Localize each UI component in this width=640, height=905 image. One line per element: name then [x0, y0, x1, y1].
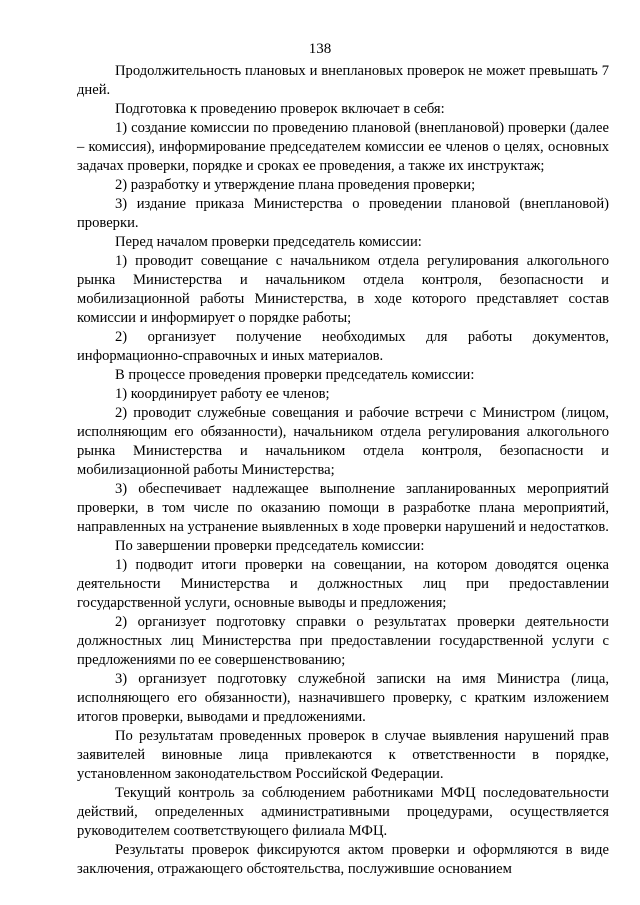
paragraph: Текущий контроль за соблюдением работниками МФЦ последовательности действий, определенных административными процедурами, осуществляется руководителем соответствующего филиала МФЦ. — [77, 785, 609, 839]
list-item: 1) подводит итоги проверки на совещании, на котором доводятся оценка деятельности Министерства и должностных лиц при предоставлении государственной услуги, основные выводы и предложения; — [77, 557, 609, 611]
page-number: 138 — [308, 41, 332, 57]
paragraph: Перед началом проверки председатель комиссии: — [115, 234, 422, 250]
paragraph: По завершении проверки председатель комиссии: — [115, 538, 425, 554]
paragraph: Подготовка к проведению проверок включает в себя: — [115, 101, 445, 117]
document-body — [77, 62, 609, 879]
paragraph: Результаты проверок фиксируются актом проверки и оформляются в виде заключения, отражающего обстоятельства, послужившие основанием — [77, 842, 609, 877]
paragraph: Продолжительность плановых и внеплановых проверок не может превышать 7 дней. — [77, 63, 609, 98]
list-item: 2) организует получение необходимых для работы документов, информационно-справочных и иных материалов. — [77, 329, 609, 364]
list-item: 1) создание комиссии по проведению плановой (внеплановой) проверки (далее – комиссия), информирование председателем комиссии ее членов о целях, основных задачах проверки, порядке и сроках ее проведения, а также их инструктаж; — [77, 120, 609, 174]
list-item: 2) организует подготовку справки о результатах проверки деятельности должностных лиц Министерства при предоставлении государственной услуги с предложениями по ее совершенствованию; — [77, 614, 609, 668]
list-item: 1) координирует работу ее членов; — [115, 386, 330, 402]
list-item: 3) организует подготовку служебной записки на имя Министра (лица, исполняющего его обязанности), назначившего проверку, с кратким изложением итогов проверки, выводами и предложениями. — [77, 671, 609, 725]
list-item: 2) проводит служебные совещания и рабочие встречи с Министром (лицом, исполняющим его обязанности), начальником отдела регулирования алкогольного рынка Министерства и начальником отдела контроля, безопасности и мобилизационной работы Министерства; — [77, 405, 609, 478]
paragraph: По результатам проведенных проверок в случае выявления нарушений прав заявителей виновные лица привлекаются к ответственности в порядке, установленном законодательством Российской Федерации. — [77, 728, 609, 782]
list-item: 1) проводит совещание с начальником отдела регулирования алкогольного рынка Министерства и начальником отдела контроля, безопасности и мобилизационной работы Министерства, в ходе которого представляет состав комиссии и информирует о порядке работы; — [77, 253, 609, 326]
list-item: 3) издание приказа Министерства о проведении плановой (внеплановой) проверки. — [77, 196, 609, 231]
list-item: 3) обеспечивает надлежащее выполнение запланированных мероприятий проверки, в том числе по оказанию помощи в разработке плана мероприятий, направленных на устранение выявленных в ходе проверки нарушений и недостатков. — [77, 481, 609, 535]
list-item: 2) разработку и утверждение плана проведения проверки; — [115, 177, 476, 193]
paragraph: В процессе проведения проверки председатель комиссии: — [115, 367, 475, 383]
